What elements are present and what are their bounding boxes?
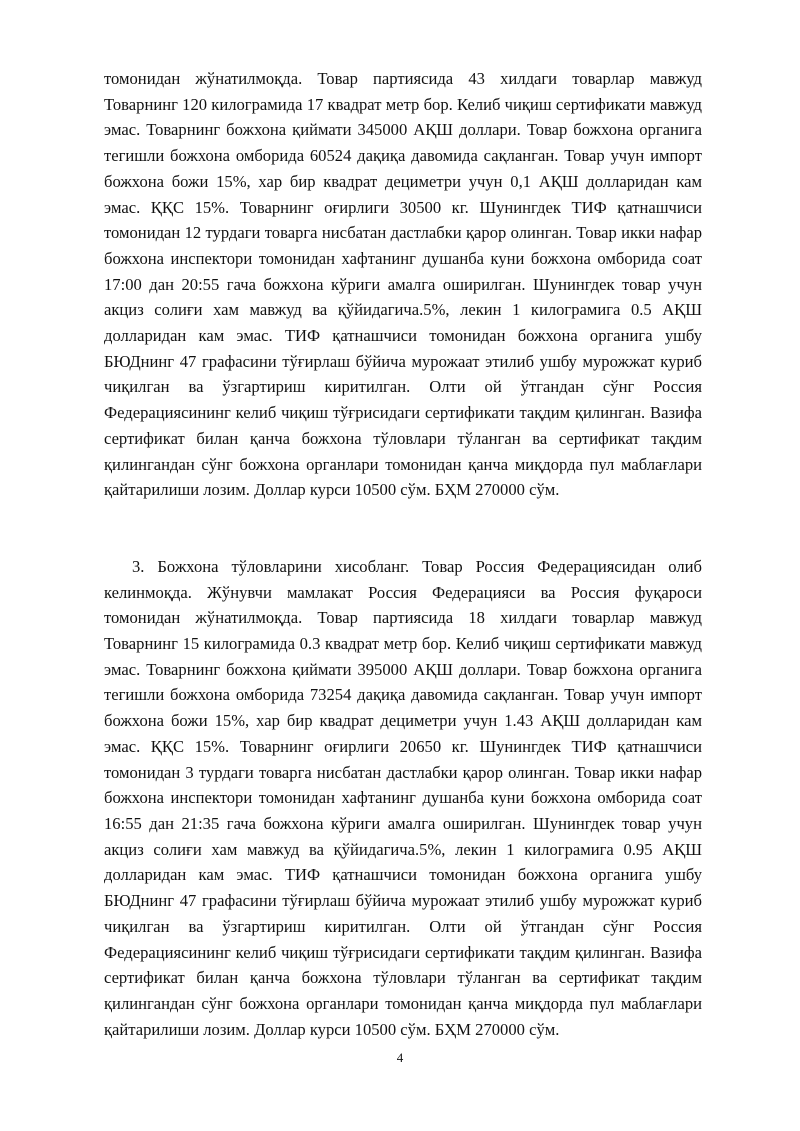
page-body bbox=[104, 66, 702, 1042]
paragraph-continued: томонидан жўнатилмоқда. Товар партиясида 43 хилдаги товарлар мавжуд Товарнинг 120 килограмида 17 квадрат метр бор. Келиб чиқиш сертификати мавжуд эмас. Товарнинг божхона қиймати 345000 АҚШ доллари. Товар божхона органига тегишли божхона омборида 60524 дақиқа давомида сақланган. Товар учун импорт божхона божи 15%, хар бир квадрат дециметри учун 0,1 АҚШ долларидан кам эмас. ҚҚС 15%. Товарнинг оғирлиги 30500 кг. Шунингдек ТИФ қатнашчиси томонидан 12 турдаги товарга нисбатан дастлабки қарор олинган. Товар икки нафар божхона инспектори томонидан хафтанинг душанба куни божхона омборида соат 17:00 дан 20:55 гача божхона кўриги амалга оширилган. Шунингдек товар учун акциз солиғи хам мавжуд ва қўйидагича.5%, лекин 1 килограмига 0.5 АҚШ долларидан кам эмас. ТИФ қатнашчиси томонидан божхона органига ушбу БЮДнинг 47 графасини тўғирлаш бўйича мурожаат этилиб ушбу мурожжат куриб чиқилган ва ўзгартириш киритилган. Олти ой ўтгандан сўнг Россия Федерациясининг келиб чиқиш тўғрисидаги сертификати тақдим қилинган. Вазифа сертификат билан қанча божхона тўловлари тўланган ва сертификат тақдим қилингандан сўнг божхона органлари томонидан қанча миқдорда пул маблағлари қайтарилиши лозим. Доллар курси 10500 сўм. БҲМ 270000 сўм. bbox=[104, 69, 702, 500]
paragraph-task-3: 3. Божхона тўловларини хисобланг. Товар Россия Федерациясидан олиб келинмоқда. Жўнувчи мамлакат Россия Федерацияси ва Россия фуқароси томонидан жўнатилмоқда. Товар партиясида 18 хилдаги товарлар мавжуд Товарнинг 15 килограмида 0.3 квадрат метр бор. Келиб чиқиш сертификати мавжуд эмас. Товарнинг божхона қиймати 395000 АҚШ доллари. Товар божхона органига тегишли божхона омборида 73254 дақиқа давомида сақланган. Товар учун импорт божхона божи 15%, хар бир квадрат дециметри учун 1.43 АҚШ долларидан кам эмас. ҚҚС 15%. Товарнинг оғирлиги 20650 кг. Шунингдек ТИФ қатнашчиси томонидан 3 турдаги товарга нисбатан дастлабки қарор олинган. Товар икки нафар божхона инспектори томонидан хафтанинг душанба куни божхона омборида соат 16:55 дан 21:35 гача божхона кўриги амалга оширилган. Шунингдек товар учун акциз солиғи хам мавжуд ва қўйидагича.5%, лекин 1 килограмига 0.95 АҚШ долларидан кам эмас. ТИФ қатнашчиси томонидан божхона органига ушбу БЮДнинг 47 графасини тўғирлаш бўйича мурожаат этилиб ушбу мурожжат куриб чиқилган ва ўзгартириш киритилган. Олти ой ўтгандан сўнг Россия Федерациясининг келиб чиқиш тўғрисидаги сертификати тақдим қилинган. Вазифа сертификат билан қанча божхона тўловлари тўланган ва сертификат тақдим қилингандан сўнг божхона органлари томонидан қанча миқдорда пул маблағлари қайтарилиши лозим. Доллар курси 10500 сўм. БҲМ 270000 сўм. bbox=[104, 556, 702, 1039]
page-number: 4 bbox=[396, 1050, 404, 1065]
